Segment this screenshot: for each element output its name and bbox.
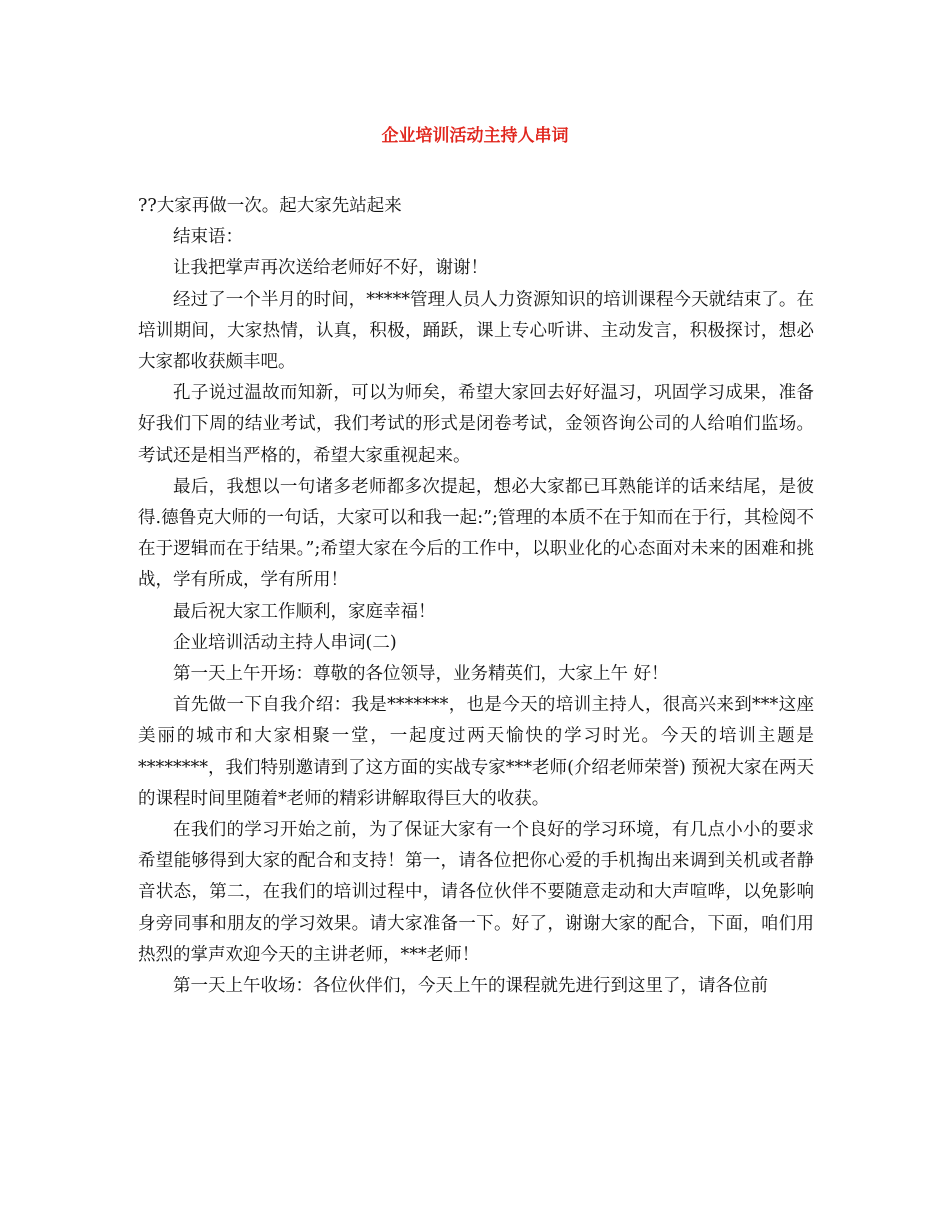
paragraph: 首先做一下自我介绍：我是*******，也是今天的培训主持人，很高兴来到***这座美丽的城市和大家相聚一堂，一起度过两天愉快的学习时光。今天的培训主题是********，我们特别邀请到了这方面的实战专家***老师(介绍老师荣誉) 预祝大家在两天的课程时间里随着*老师的精彩讲解取得巨大的收获。 <box>138 695 814 809</box>
section-heading: 企业培训活动主持人串词(二) <box>173 632 397 653</box>
paragraph: 经过了一个半月的时间，*****管理人员人力资源知识的培训课程今天就结束了。在培训期间，大家热情，认真，积极，踊跃，课上专心听讲、主动发言，积极探讨，想必大家都收获颇丰吧。 <box>138 289 814 373</box>
paragraph: 第一天上午收场：各位伙伴们，今天上午的课程就先进行到这里了，请各位前 <box>173 976 768 997</box>
paragraph: 最后祝大家工作顺利，家庭幸福！ <box>173 601 436 622</box>
paragraph: 在我们的学习开始之前，为了保证大家有一个良好的学习环境，有几点小小的要求希望能够得到大家的配合和支持！第一，请各位把你心爱的手机掏出来调到关机或者静音状态，第二，在我们的培训过程中，请各位伙伴不要随意走动和大声喧哗，以免影响身旁同事和朋友的学习效果。请大家准备一下。好了，谢谢大家的配合，下面，咱们用热烈的掌声欢迎今天的主讲老师，***老师！ <box>138 820 814 965</box>
paragraph: 让我把掌声再次送给老师好不好，谢谢！ <box>173 258 488 279</box>
paragraph: 孔子说过温故而知新，可以为师矣，希望大家回去好好温习，巩固学习成果，准备好我们下周的结业考试，我们考试的形式是闭卷考试，金领咨询公司的人给咱们监场。考试还是相当严格的，希望大家重视起来。 <box>138 383 814 466</box>
paragraph: ??大家再做一次。起大家先站起来 <box>138 196 402 216</box>
document-title: 企业培训活动主持人串词 <box>381 126 569 146</box>
paragraph: 结束语： <box>173 227 243 248</box>
document-body <box>138 191 814 1002</box>
paragraph: 最后，我想以一句诸多老师都多次提起，想必大家都已耳熟能详的话来结尾，是彼得.德鲁克大师的一句话，大家可以和我一起:”;管理的本质不在于知而在于行，其检阅不在于逻辑而在于结果。”;希望大家在今后的工作中，以职业化的心态面对未来的困难和挑战，学有所成，学有所用！ <box>138 476 814 591</box>
paragraph: 第一天上午开场：尊敬的各位领导，业务精英们，大家上午 好！ <box>173 664 669 685</box>
